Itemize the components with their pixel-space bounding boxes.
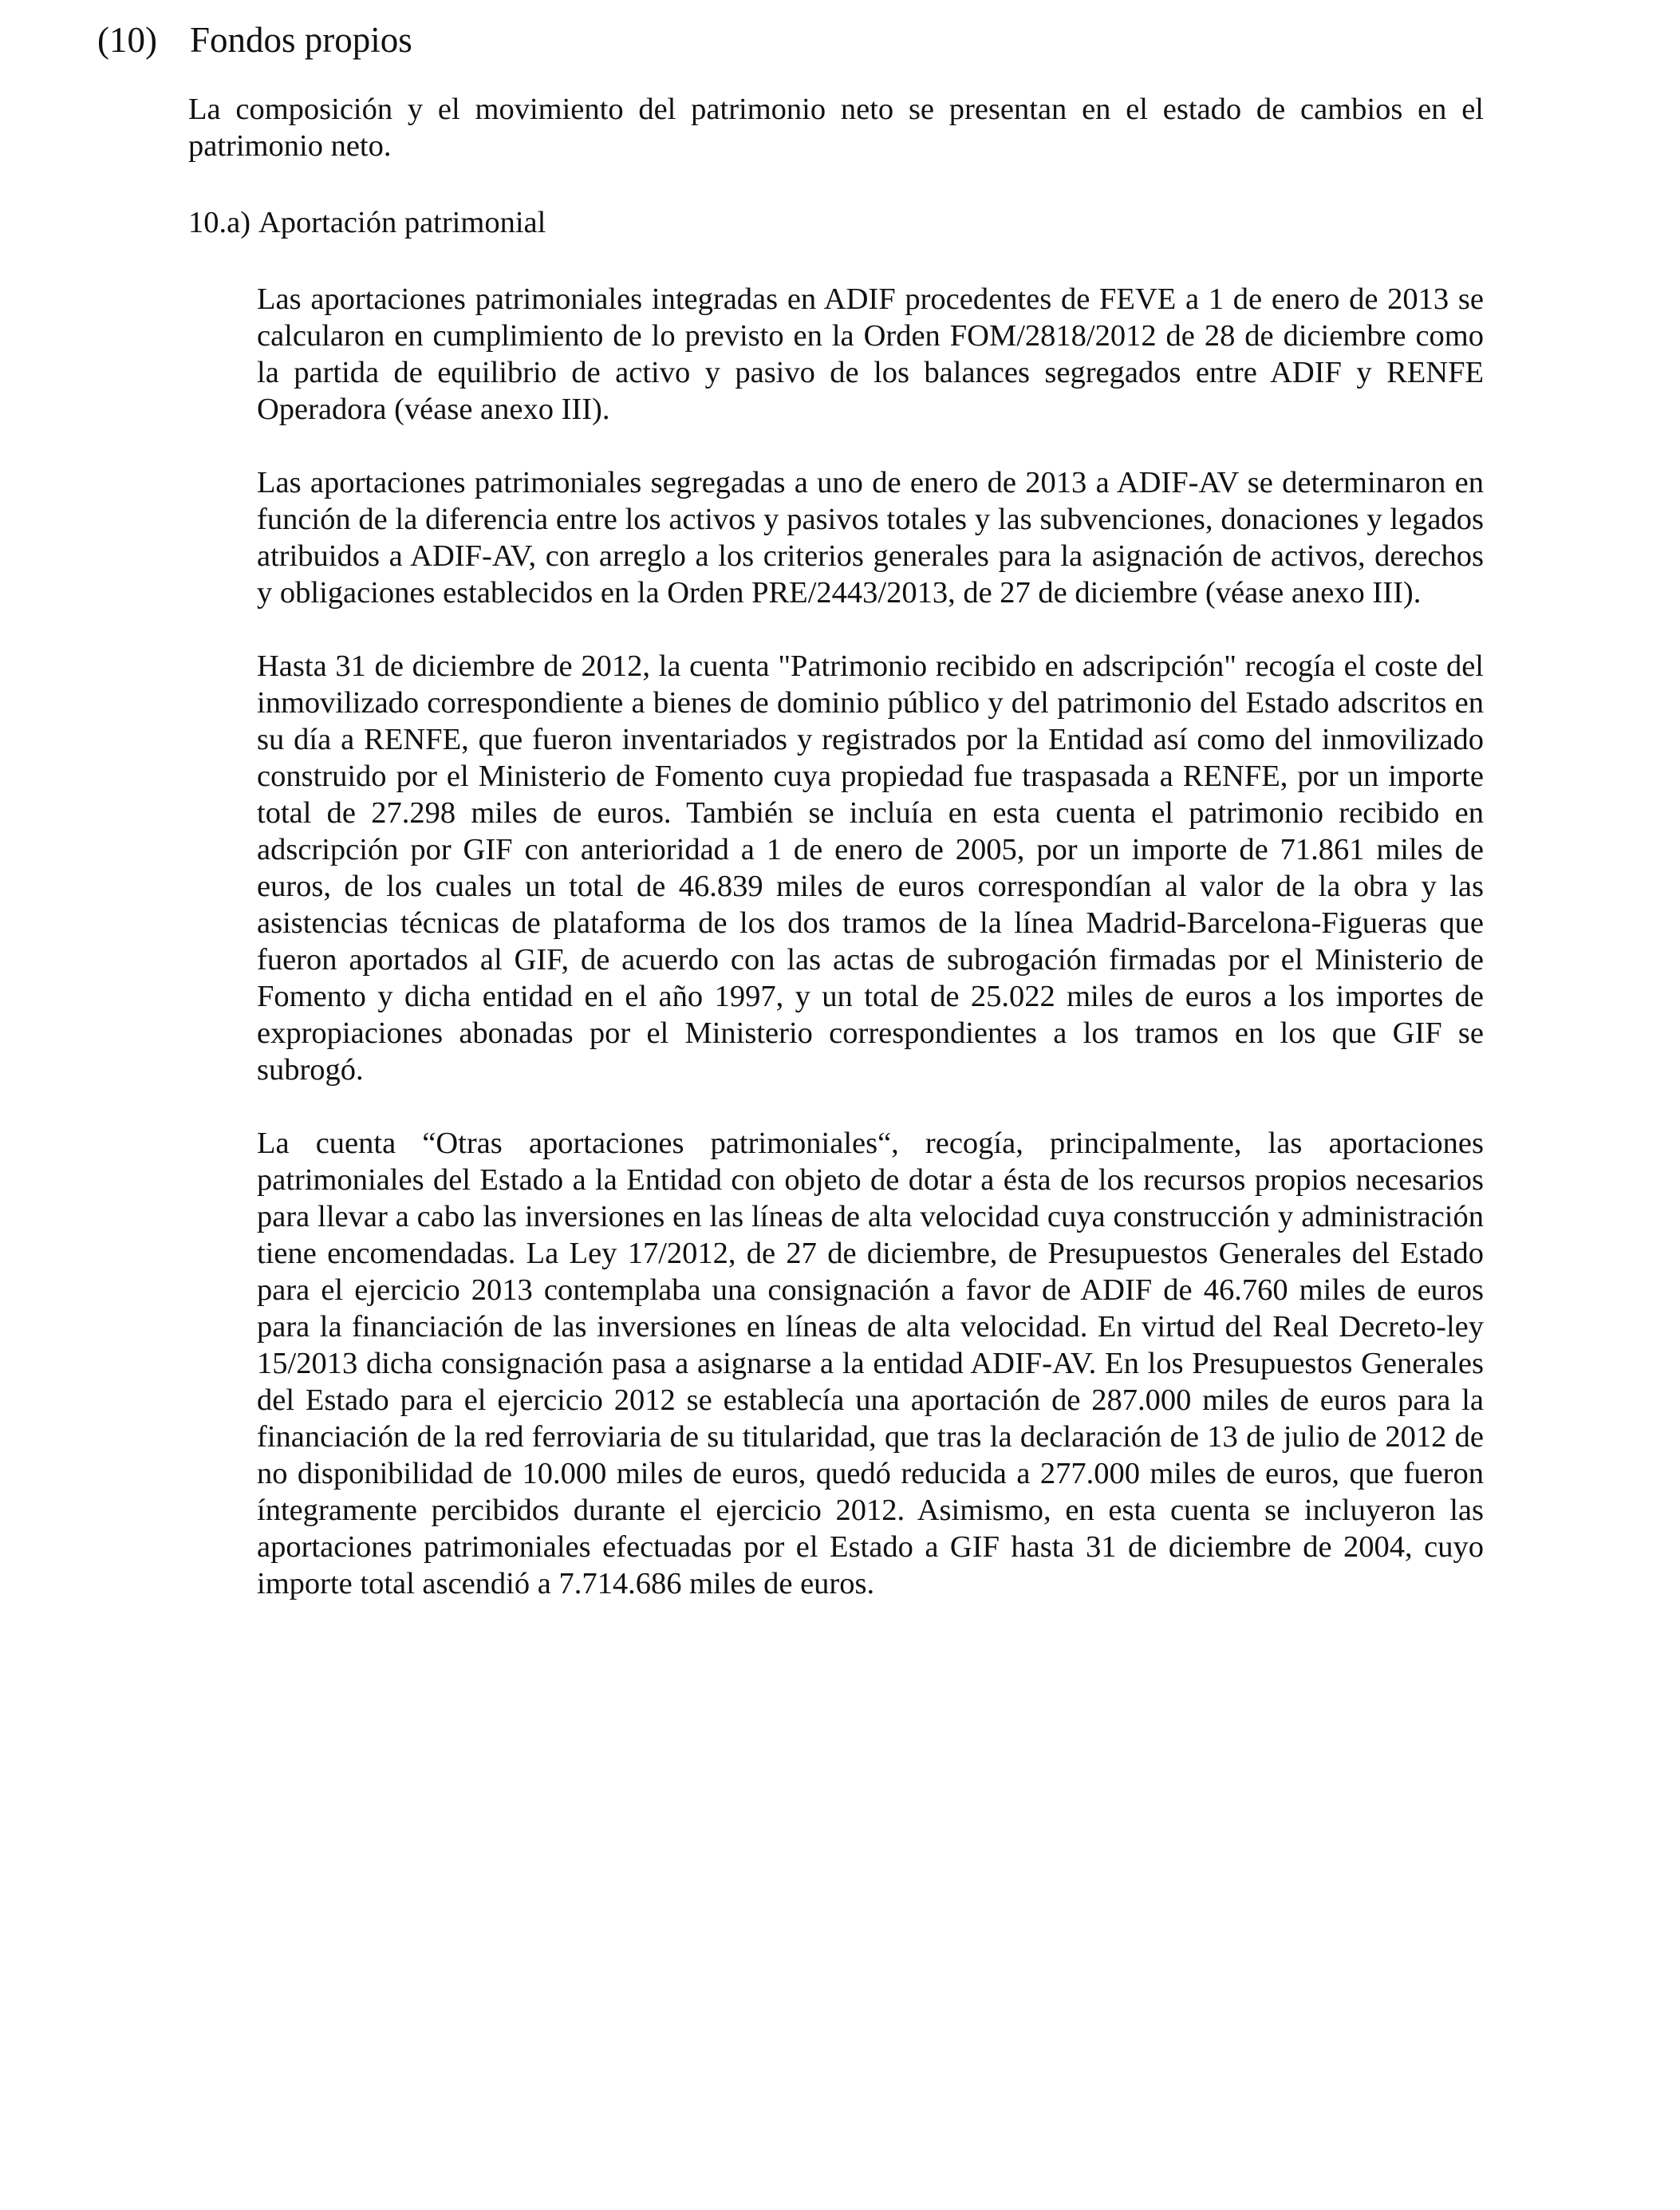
- subsection-title: Aportación patrimonial: [258, 206, 546, 239]
- paragraph-feve: Las aportaciones patrimoniales integradas en ADIF procedentes de FEVE a 1 de enero de 2013 se calcularon en cumplimiento de lo previsto en la Orden FOM/2818/2012 de 28 de diciembre como la partida de equilibrio de activo y pasivo de los balances segregados entre ADIF y RENFE Operadora (véase anexo III).: [257, 282, 1484, 426]
- paragraph-adif-av: Las aportaciones patrimoniales segregadas a uno de enero de 2013 a ADIF-AV se determinaron en función de la diferencia entre los activos y pasivos totales y las subvenciones, donaciones y legados atribuidos a ADIF-AV, con arreglo a los criterios generales para la asignación de activos, derechos y obligaciones establecidos en la Orden PRE/2443/2013, de 27 de diciembre (véase anexo III).: [257, 466, 1484, 610]
- intro-paragraph: La composición y el movimiento del patrimonio neto se presentan en el estado de cambios en el patrimonio neto.: [188, 93, 1484, 163]
- section-number: (10): [97, 20, 157, 60]
- section-title: Fondos propios: [190, 20, 412, 60]
- subsection-heading: [188, 204, 546, 241]
- paragraph-patrimonio-adscripcion: Hasta 31 de diciembre de 2012, la cuenta "Patrimonio recibido en adscripción" recogía el coste del inmovilizado correspondiente a bienes de dominio público y del patrimonio del Estado adscritos en su día a RENFE, que fueron inventariados y registrados por la Entidad así como del inmovilizado construido por el Ministerio de Fomento cuya propiedad fue traspasada a RENFE, por un importe total de 27.298 miles de euros. También se incluía en esta cuenta el patrimonio recibido en adscripción por GIF con anterioridad a 1 de enero de 2005, por un importe de 71.861 miles de euros, de los cuales un total de 46.839 miles de euros correspondían al valor de la obra y las asistencias técnicas de plataforma de los dos tramos de la línea Madrid-Barcelona-Figueras que fueron aportados al GIF, de acuerdo con las actas de subrogación firmadas por el Ministerio de Fomento y dicha entidad en el año 1997, y un total de 25.022 miles de euros a los importes de expropiaciones abonadas por el Ministerio correspondientes a los tramos en los que GIF se subrogó.: [257, 649, 1484, 1087]
- subsection-number: 10.a): [188, 206, 251, 239]
- subsection-body: [257, 281, 1484, 1639]
- section-heading: [97, 18, 412, 62]
- paragraph-otras-aportaciones: La cuenta “Otras aportaciones patrimoniales“, recogía, principalmente, las aportaciones patrimoniales del Estado a la Entidad con objeto de dotar a ésta de los recursos propios necesarios para llevar a cabo las inversiones en las líneas de alta velocidad cuya construcción y administración tiene encomendadas. La Ley 17/2012, de 27 de diciembre, de Presupuestos Generales del Estado para el ejercicio 2013 contemplaba una consignación a favor de ADIF de 46.760 miles de euros para la financiación de las inversiones en líneas de alta velocidad. En virtud del Real Decreto-ley 15/2013 dicha consignación pasa a asignarse a la entidad ADIF-AV. En los Presupuestos Generales del Estado para el ejercicio 2012 se establecía una aportación de 287.000 miles de euros para la financiación de la red ferroviaria de su titularidad, que tras la declaración de 13 de julio de 2012 de no disponibilidad de 10.000 miles de euros, quedó reducida a 277.000 miles de euros, que fueron íntegramente percibidos durante el ejercicio 2012. Asimismo, en esta cuenta se incluyeron las aportaciones patrimoniales efectuadas por el Estado a GIF hasta 31 de diciembre de 2004, cuyo importe total ascendió a 7.714.686 miles de euros.: [257, 1127, 1484, 1600]
